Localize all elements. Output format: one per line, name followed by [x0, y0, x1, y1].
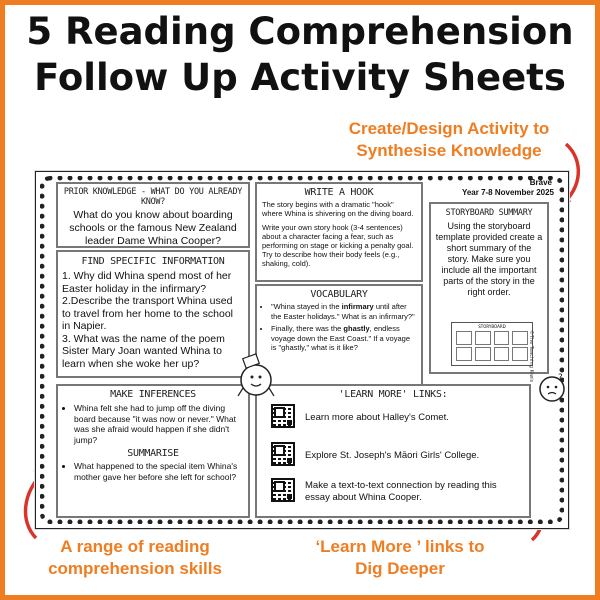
vocab-2-post: , endless voyage down the East Coast." If a voyage is "ghastly," what is it like? — [271, 324, 410, 352]
inferences-item: • Whina felt she had to jump off the diving board because "it was now or never." What was she afraid would happen if she didn't jump? — [74, 403, 244, 445]
vocab-1-bold: infirmary — [341, 302, 374, 311]
qr-code-2-icon[interactable] — [271, 442, 295, 466]
svg-text:?: ? — [558, 373, 563, 383]
learn-more-link-1[interactable]: Learn more about Halley's Comet. — [305, 412, 449, 423]
find-info-title: FIND SPECIFIC INFORMATION — [81, 256, 225, 267]
write-hook-title: WRITE A HOOK — [304, 187, 374, 198]
vocab-1-post: until after the Easter holidays." What is an infirmary?" — [271, 302, 415, 321]
prior-knowledge-box — [56, 182, 250, 248]
storyboard-thumb-label: STORYBOARD — [478, 324, 506, 329]
activity-sheet — [35, 171, 569, 529]
vocab-1-pre: "Whina stayed in the — [271, 302, 342, 311]
learn-more-title: 'LEARN MORE' LINKS: — [338, 389, 448, 400]
learn-more-box — [255, 384, 531, 518]
callout-top-right: Create/Design Activity to Synthesise Knowledge — [348, 119, 550, 160]
prior-knowledge-title: PRIOR KNOWLEDGE - WHAT DO YOU ALREADY KNOW? — [63, 187, 243, 207]
callout-bottom-right: ‘Learn More ’ links to Dig Deeper — [315, 537, 485, 578]
learn-more-link-2[interactable]: Explore St. Joseph's Māori Girls' College. — [305, 450, 480, 461]
title-line-2: Follow Up Activity Sheets — [34, 56, 566, 99]
storyboard-thumbnail — [451, 322, 533, 366]
vocabulary-title: VOCABULARY — [310, 289, 368, 300]
vocabulary-item-1 — [271, 302, 417, 321]
sheet-brave: Brave — [529, 178, 552, 187]
find-info-q3: 3. What was the name of the poem Sister Mary Joan wanted Whina to learn when she woke her up? — [62, 332, 225, 370]
sheet-year-date: Year 7-8 November 2025 — [461, 188, 554, 197]
learn-more-link-3[interactable]: Make a text-to-text connection by reading this essay about Whina Cooper. — [305, 480, 497, 503]
vocab-2-bold: ghastly — [343, 324, 370, 333]
prior-knowledge-text: What do you know about boarding schools or the famous New Zealand leader Dame Whina Cooper? — [69, 209, 237, 247]
write-hook-p1: The story begins with a dramatic "hook" where Whina is shivering on the diving board. — [262, 200, 414, 218]
find-info-box — [56, 250, 250, 378]
inferences-box — [56, 384, 250, 518]
vocabulary-box — [255, 284, 423, 386]
find-info-q2: 2.Describe the transport Whina used to travel from her home to the school in Napier. — [62, 295, 233, 332]
vocabulary-item-2 — [271, 324, 417, 353]
storyboard-title: STORYBOARD SUMMARY — [445, 208, 533, 218]
qr-code-3-icon[interactable] — [271, 478, 295, 502]
find-info-q1: 1. Why did Whina spend most of her Easter holiday in the infirmary? — [62, 270, 232, 295]
title-line-1: 5 Reading Comprehension — [26, 10, 574, 53]
mascot-thinking-icon — [536, 372, 568, 406]
summarise-item: • What happened to the special item Whina's mother gave her before she left for school? — [74, 461, 244, 482]
write-hook-box — [255, 182, 423, 282]
qr-code-1-icon[interactable] — [271, 404, 295, 428]
inferences-title: MAKE INFERENCES — [110, 389, 196, 400]
mascot-reading-icon — [232, 350, 280, 400]
storyboard-text: Using the storyboard template provided create a short summary of the story. Make sure you include all the important parts of the story in the right order. — [435, 221, 543, 297]
callout-bottom-left: A range of reading comprehension skills — [48, 537, 222, 578]
write-hook-p2: Write your own story hook (3-4 sentences) about a character facing a fear, such as performing on stage or kicking a penalty goal. Try to describe how their body feels (e.g., shaking, cold). — [262, 223, 414, 268]
vocab-2-pre: Finally, there was the — [271, 324, 344, 333]
storyboard-credit: ©The Teaching Kiwis — [528, 330, 534, 383]
summarise-title: SUMMARISE — [127, 448, 179, 459]
